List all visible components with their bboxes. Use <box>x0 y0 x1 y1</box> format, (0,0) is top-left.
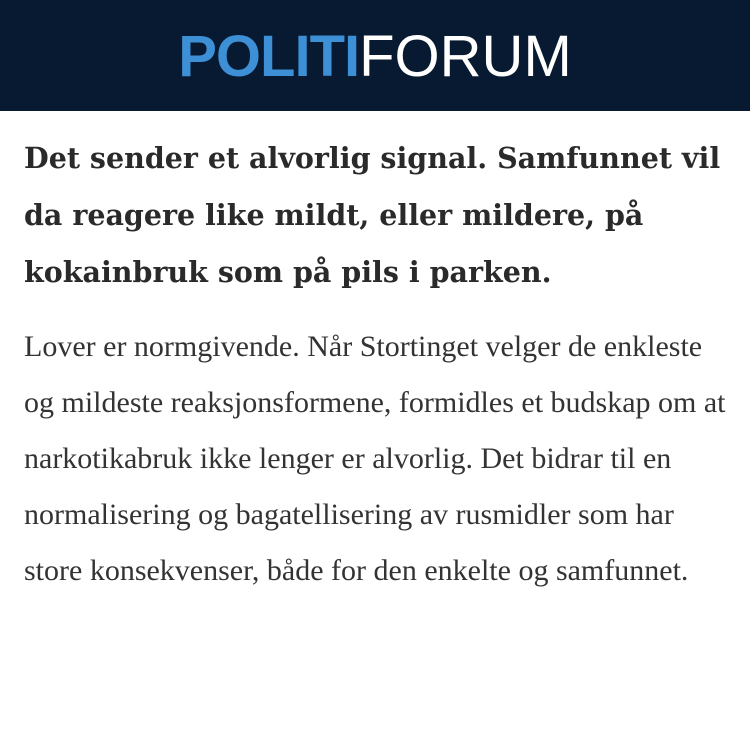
site-header <box>0 0 750 111</box>
logo-bold-text: POLITI <box>178 23 360 89</box>
site-logo[interactable] <box>178 23 572 89</box>
logo-light-text: FORUM <box>359 23 572 89</box>
article-content <box>0 111 750 599</box>
article-paragraph: Lover er normgivende. Når Stortinget velger de enkleste og mildeste reaksjonsformene, formidles et budskap om at narkotikabruk ikke lenger er alvorlig. Det bidrar til en normalisering og bagatellisering av rusmidler som har store konsekvenser, både for den enkelte og samfunnet. <box>24 330 726 587</box>
article-lead: Det sender et alvorlig signal. Samfunnet vil da reagere like mildt, eller mildere, på kokainbruk som på pils i parken. <box>24 141 721 289</box>
